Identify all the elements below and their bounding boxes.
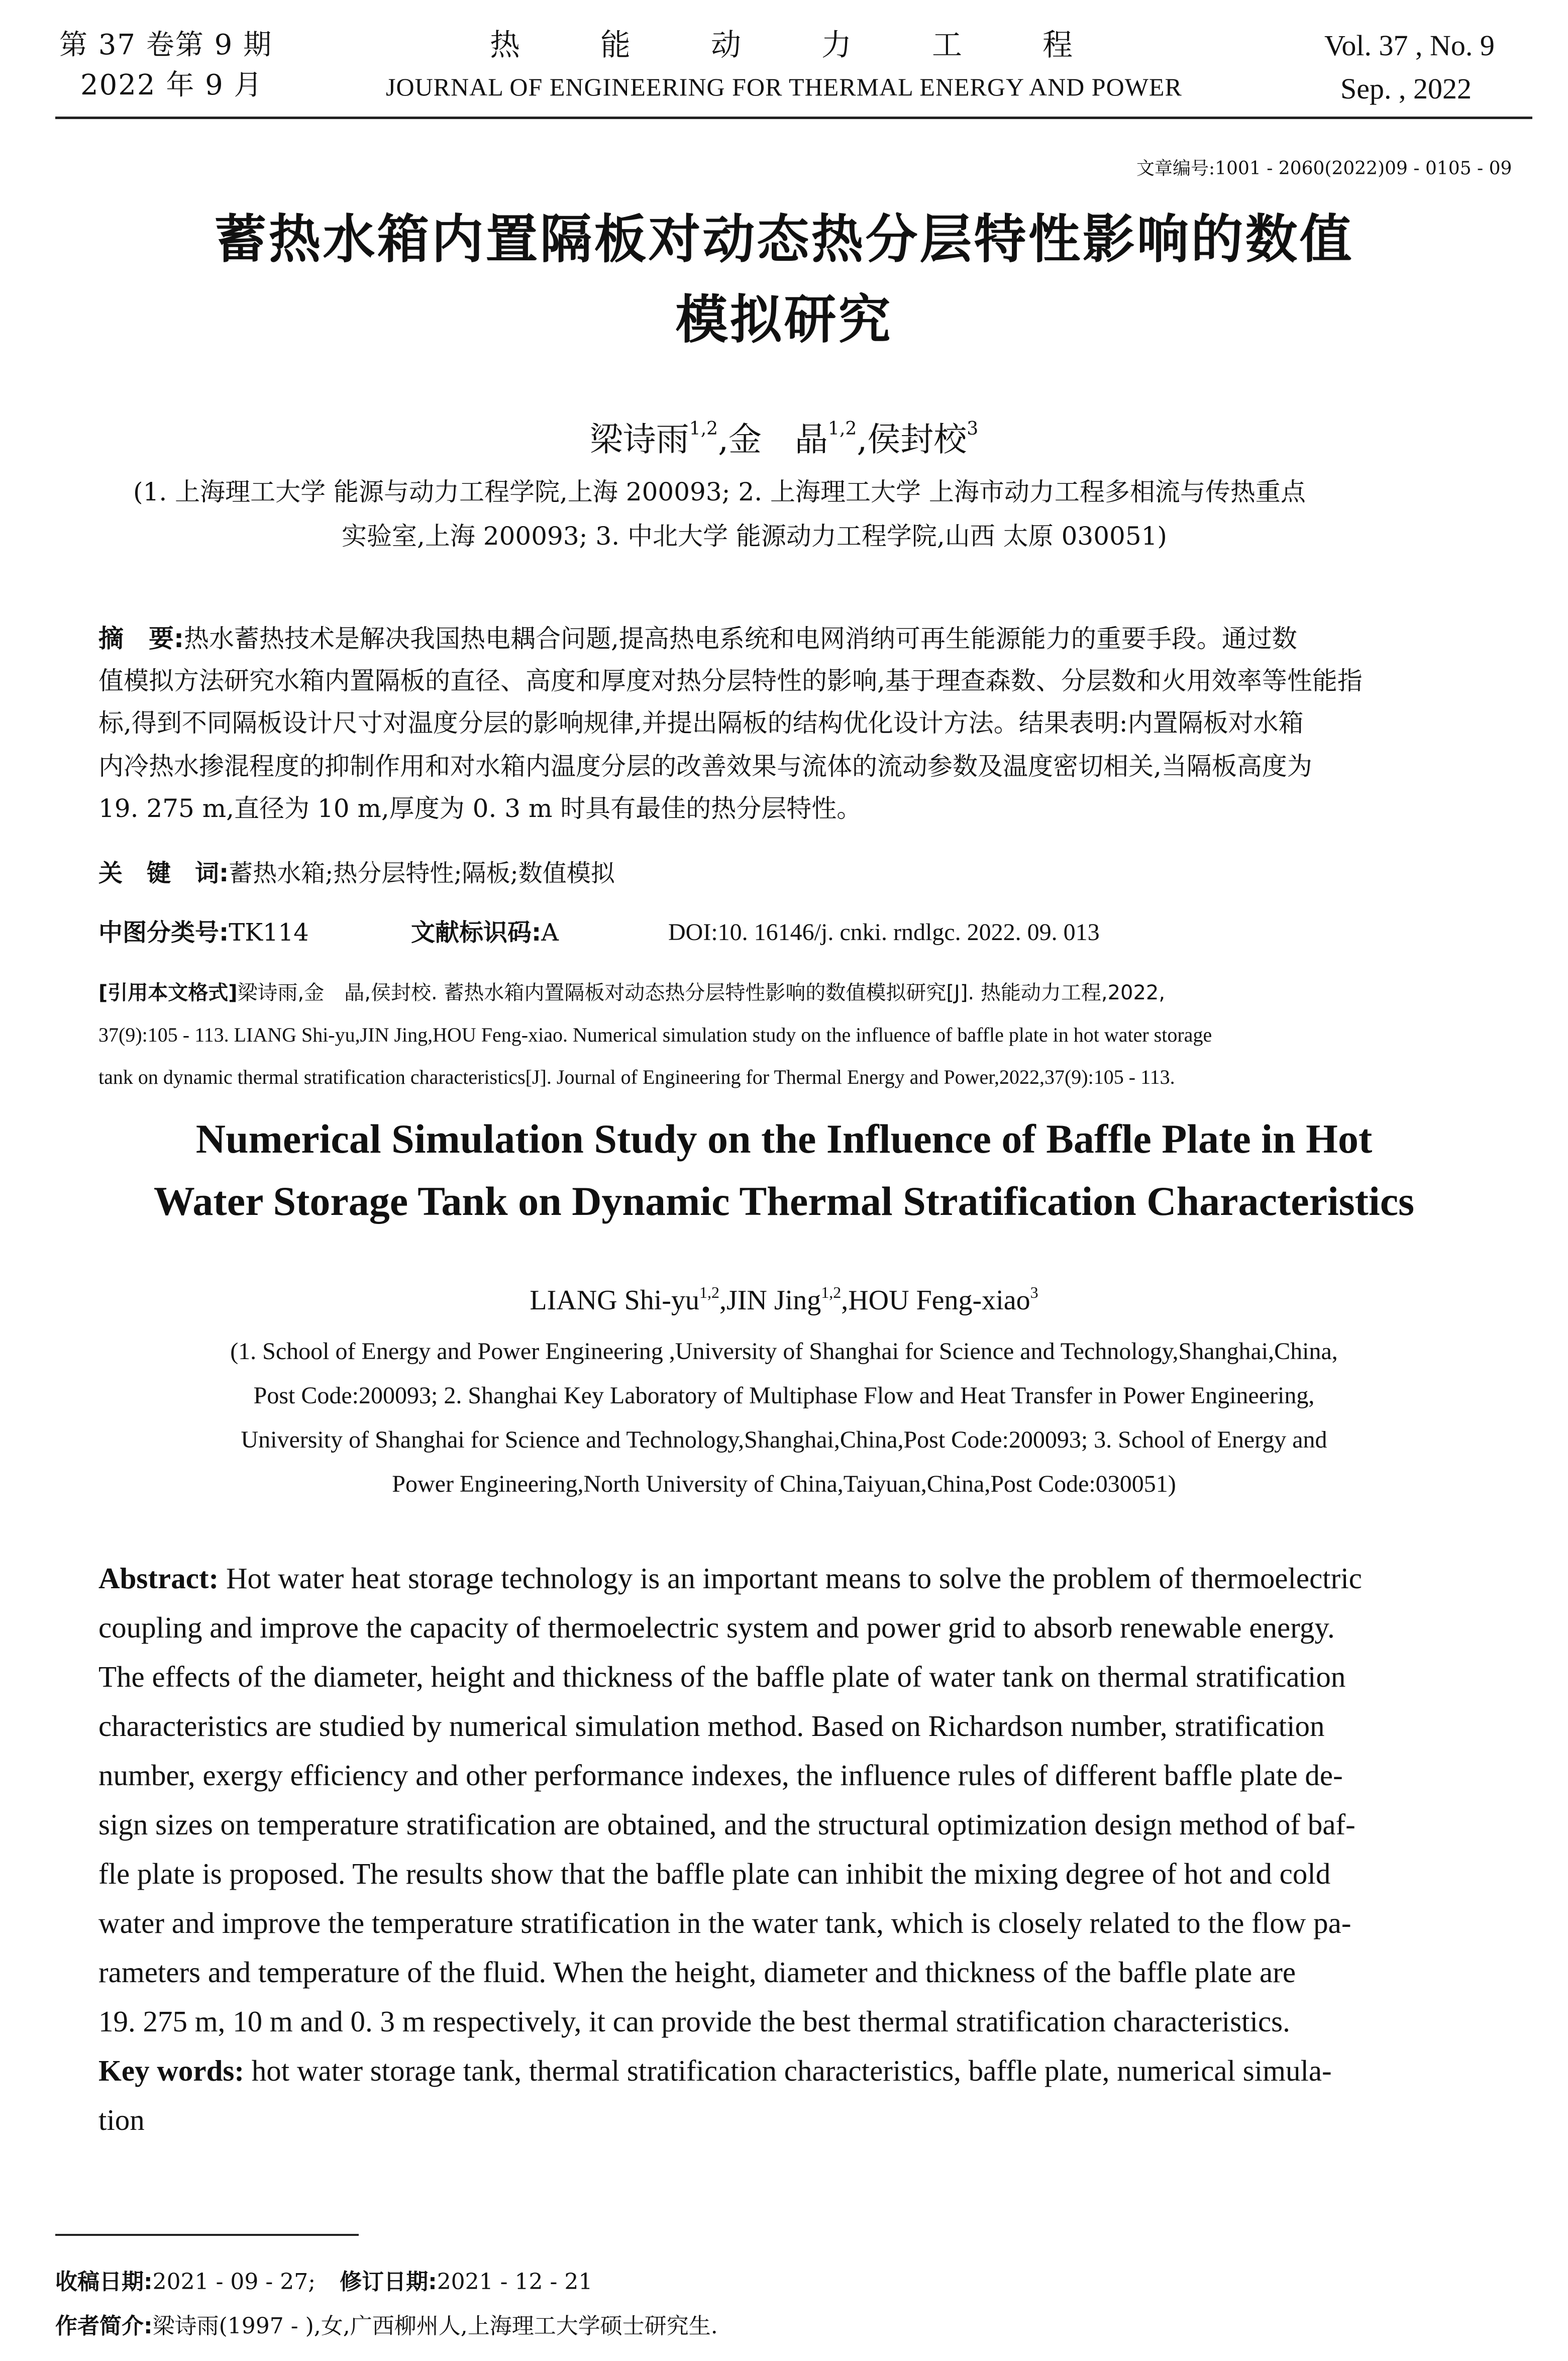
- citation-line: tank on dynamic thermal stratification characteristics[J]. Journal of Engineering for Thermal Energy and Power,2022,37(9):105 - 113.: [98, 1066, 1175, 1088]
- header-volume-cn: 第 37 卷第 9 期: [59, 29, 273, 61]
- abstract-en-line: The effects of the diameter, height and thickness of the baffle plate of water tank on thermal stratification: [98, 1660, 1346, 1693]
- header-date-cn: 2022 年 9 月: [80, 69, 263, 101]
- clc-value: TK114: [229, 918, 309, 947]
- authors-en: [0, 1283, 1568, 1316]
- citation-text: 梁诗雨,金 晶,侯封校. 蓄热水箱内置隔板对动态热分层特性影响的数值模拟研究[J]. 热能动力工程,2022,: [237, 981, 1166, 1004]
- header-journal-char: 动: [711, 28, 741, 63]
- author-affiliation-marker: 1,2: [828, 419, 857, 439]
- abstract-en-label: Abstract:: [98, 1562, 219, 1595]
- header-date-en: Sep. , 2022: [1340, 72, 1472, 105]
- affiliation-cn-line: 实验室,上海 200093; 3. 中北大学 能源动力工程学院,山西 太原 030051): [342, 522, 1167, 551]
- abstract-en-line: number, exergy efficiency and other performance indexes, the influence rules of different baffle plate de-: [98, 1759, 1343, 1792]
- author-name: 梁诗雨: [589, 420, 689, 459]
- affiliation-cn-line: (1. 上海理工大学 能源与动力工程学院,上海 200093; 2. 上海理工大学 上海市动力工程多相流与传热重点: [133, 477, 1306, 506]
- author-affiliation-marker: 1,2: [699, 1283, 719, 1301]
- clc-number: [98, 920, 309, 945]
- citation-line: [98, 983, 1165, 1003]
- bio-label: 作者简介:: [55, 2313, 153, 2339]
- header-journal-char: 能: [600, 28, 631, 63]
- header-journal-char: 工: [932, 28, 962, 63]
- abstract-en-line: coupling and improve the capacity of thermoelectric system and power grid to absorb renewable energy.: [98, 1611, 1335, 1644]
- document-code-value: A: [541, 918, 559, 947]
- article-number: 文章编号:1001 - 2060(2022)09 - 0105 - 09: [1136, 158, 1512, 179]
- abstract-en-line: 19. 275 m, 10 m and 0. 3 m respectively, it can provide the best thermal stratification characteristics.: [98, 2005, 1290, 2038]
- affiliation-en-line: (1. School of Energy and Power Engineering ,University of Shanghai for Science and Technology,Shanghai,China,: [230, 1338, 1338, 1365]
- affiliation-en-line: Power Engineering,North University of China,Taiyuan,China,Post Code:030051): [392, 1471, 1176, 1497]
- keywords-cn-label: 关 键 词:: [98, 859, 229, 887]
- author-name: 侯封校: [867, 420, 967, 459]
- abstract-cn-line: 值模拟方法研究水箱内置隔板的直径、高度和厚度对热分层特性的影响,基于理查森数、分层数和火用效率等性能指: [98, 666, 1363, 695]
- author-separator: ,: [718, 420, 729, 459]
- title-cn-line2: 模拟研究: [675, 289, 893, 350]
- title-en-line1: Numerical Simulation Study on the Influence of Baffle Plate in Hot: [195, 1116, 1373, 1162]
- header-journal-en: JOURNAL OF ENGINEERING FOR THERMAL ENERGY AND POWER: [386, 73, 1182, 101]
- citation-label: [引用本文格式]: [98, 981, 238, 1004]
- keywords-en-line: tion: [98, 2103, 145, 2136]
- author-name: LIANG Shi-yu: [530, 1285, 699, 1316]
- author-name: ,JIN Jing: [719, 1285, 821, 1316]
- revised-date: 2021 - 12 - 21: [437, 2269, 593, 2295]
- abstract-cn-line: 19. 275 m,直径为 10 m,厚度为 0. 3 m 时具有最佳的热分层特性。: [98, 794, 862, 823]
- citation-line: 37(9):105 - 113. LIANG Shi-yu,JIN Jing,HOU Feng-xiao. Numerical simulation study on the influence of baffle plate in hot water storage: [98, 1023, 1212, 1046]
- abstract-en-line: [98, 1564, 1362, 1593]
- header-journal-char: 力: [821, 28, 852, 63]
- abstract-cn-line: [98, 626, 1297, 651]
- keywords-cn-text: 蓄热水箱;热分层特性;隔板;数值模拟: [229, 859, 615, 887]
- abstract-en-line: fle plate is proposed. The results show that the baffle plate can inhibit the mixing degree of hot and cold: [98, 1857, 1331, 1890]
- authors-cn: [0, 419, 1568, 459]
- document-code-label: 文献标识码:: [411, 918, 542, 947]
- bio-text: 梁诗雨(1997 - ),女,广西柳州人,上海理工大学硕士研究生.: [152, 2313, 718, 2339]
- header-rule: [55, 117, 1532, 119]
- keywords-en: [98, 2056, 1332, 2086]
- author-affiliation-marker: 3: [1030, 1283, 1038, 1301]
- footnote-author-bio: [55, 2315, 718, 2337]
- title-cn-line1: 蓄热水箱内置隔板对动态热分层特性影响的数值: [214, 209, 1354, 270]
- abstract-cn-line: 内冷热水掺混程度的抑制作用和对水箱内温度分层的改善效果与流体的流动参数及温度密切相关,当隔板高度为: [98, 752, 1312, 781]
- received-label: 收稿日期:: [55, 2269, 153, 2295]
- revised-label: 修订日期:: [340, 2269, 437, 2295]
- footnote-rule: [55, 2234, 359, 2236]
- abstract-cn-line: 标,得到不同隔板设计尺寸对温度分层的影响规律,并提出隔板的结构优化设计方法。结果表明:内置隔板对水箱: [98, 708, 1304, 738]
- header-journal-char: 程: [1042, 28, 1073, 63]
- received-date: 2021 - 09 - 27;: [152, 2269, 316, 2295]
- abstract-en-line: characteristics are studied by numerical simulation method. Based on Richardson number, stratification: [98, 1709, 1325, 1742]
- abstract-en-text: Hot water heat storage technology is an important means to solve the problem of thermoelectric: [226, 1562, 1362, 1595]
- header-volume-en: Vol. 37 , No. 9: [1324, 29, 1495, 62]
- abstract-en-line: rameters and temperature of the fluid. When the height, diameter and thickness of the baffle plate are: [98, 1956, 1296, 1989]
- header-journal-char: 热: [490, 28, 520, 63]
- title-en-line2: Water Storage Tank on Dynamic Thermal Stratification Characteristics: [153, 1178, 1415, 1224]
- author-separator: ,: [857, 420, 868, 459]
- abstract-cn-text: 热水蓄热技术是解决我国热电耦合问题,提高热电系统和电网消纳可再生能源能力的重要手段。通过数: [184, 624, 1297, 653]
- author-name: ,HOU Feng-xiao: [841, 1285, 1030, 1316]
- affiliation-en-line: Post Code:200093; 2. Shanghai Key Laboratory of Multiphase Flow and Heat Transfer in Power Engineering,: [253, 1382, 1315, 1409]
- doi: DOI:10. 16146/j. cnki. rndlgc. 2022. 09. 013: [668, 919, 1100, 946]
- affiliation-en-line: University of Shanghai for Science and Technology,Shanghai,China,Post Code:200093; 3. School of Energy and: [241, 1426, 1327, 1453]
- clc-label: 中图分类号:: [98, 918, 229, 947]
- keywords-cn: [98, 861, 615, 885]
- keywords-en-label: Key words:: [98, 2054, 245, 2087]
- abstract-en-line: water and improve the temperature stratification in the water tank, which is closely related to the flow pa-: [98, 1906, 1351, 1939]
- author-affiliation-marker: 1,2: [689, 419, 718, 439]
- footnote-dates: [55, 2271, 592, 2293]
- author-name: 金 晶: [728, 420, 828, 459]
- abstract-en-line: sign sizes on temperature stratification are obtained, and the structural optimization design method of baf-: [98, 1808, 1355, 1841]
- author-affiliation-marker: 1,2: [821, 1283, 842, 1301]
- author-affiliation-marker: 3: [967, 419, 979, 439]
- abstract-cn-label: 摘 要:: [98, 624, 184, 653]
- keywords-en-text: hot water storage tank, thermal stratification characteristics, baffle plate, numerical simula-: [251, 2054, 1332, 2087]
- document-code: [411, 920, 559, 945]
